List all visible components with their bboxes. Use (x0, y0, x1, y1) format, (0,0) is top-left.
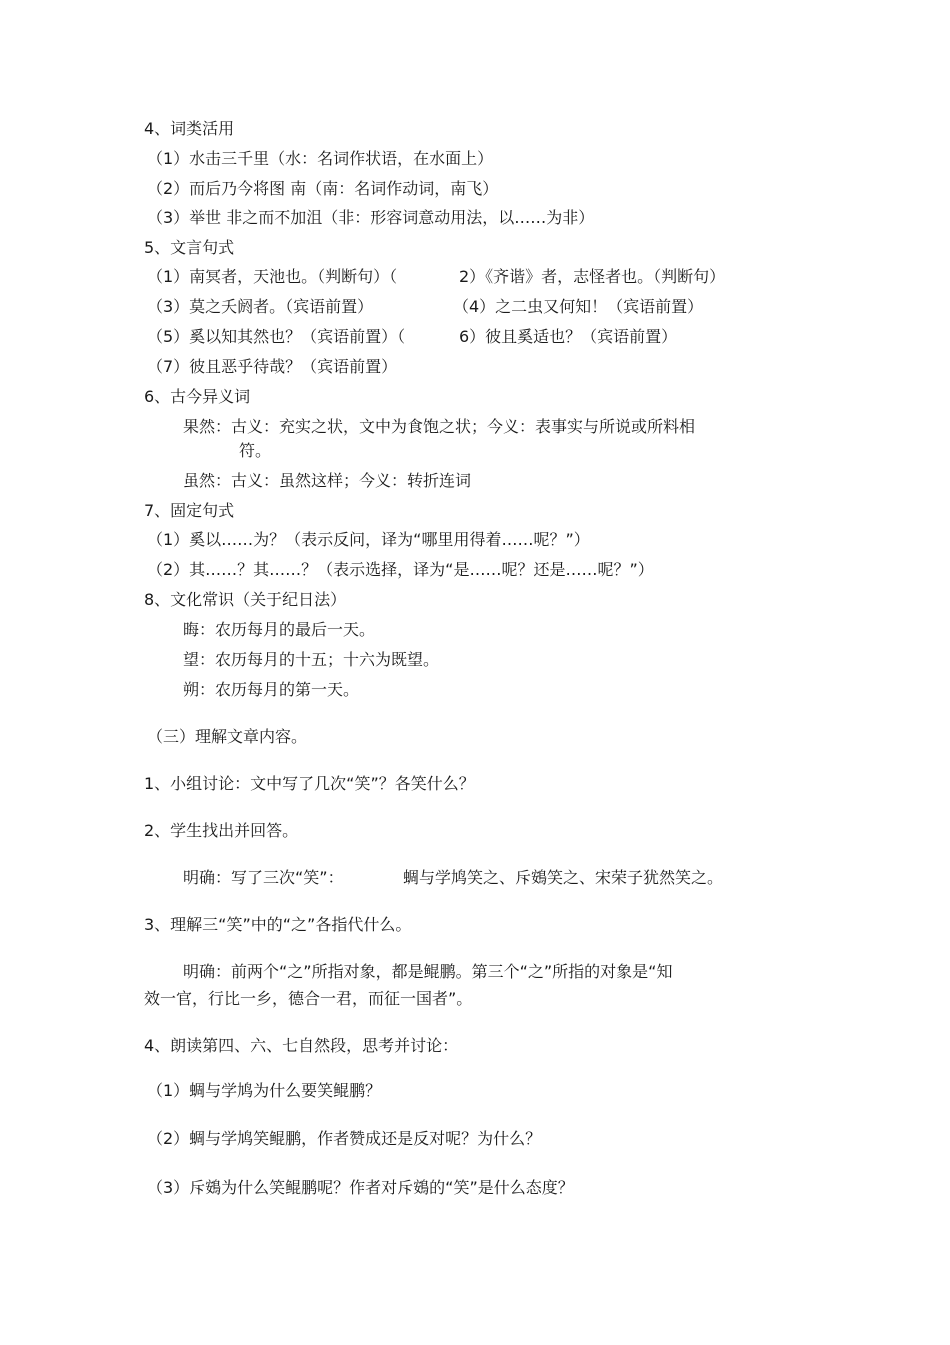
q4-item-3: （3）斥鴳为什么笑鲲鹏呢？作者对斥鴳的“笑”是什么态度？ (147, 1178, 574, 1197)
answer-3-line-1: 明确：前两个“之”所指对象，都是鲲鹏。第三个“之”所指的对象是“知 (183, 962, 673, 981)
question-2: 2、学生找出并回答。 (144, 821, 299, 840)
question-1: 1、小组讨论：文中写了几次“笑”？各笑什么？ (144, 774, 475, 793)
question-4: 4、朗读第四、六、七自然段，思考并讨论： (144, 1036, 459, 1055)
s4-item-2: （2）而后乃今将图 南（南：名词作动词，南飞） (147, 179, 499, 198)
s4-item-1: （1）水击三千里（水：名词作状语，在水面上） (147, 149, 494, 168)
s6-guoran-line-2: 符。 (239, 441, 272, 460)
answer-3-line-2: 效一官，行比一乡，德合一君，而征一国者”。 (144, 989, 473, 1008)
s8-item-hui: 晦：农历每月的最后一天。 (183, 620, 376, 639)
answer-2-label: 明确：写了三次“笑”： (183, 868, 344, 887)
s6-suiran: 虽然：古义：虽然这样；今义：转折连词 (183, 471, 472, 490)
s5-row-2-right: （4）之二虫又何知！（宾语前置） (453, 297, 704, 316)
s8-item-wang: 望：农历每月的十五；十六为既望。 (183, 650, 440, 669)
s5-row-3-right: 6）彼且奚适也？（宾语前置） (459, 327, 678, 346)
s7-item-2: （2）其……？其……？（表示选择，译为“是……呢？还是……呢？”） (147, 560, 654, 579)
question-3: 3、理解三“笑”中的“之”各指代什么。 (144, 915, 412, 934)
section-8-heading: 8、文化常识（关于纪日法） (144, 590, 347, 609)
part-3-heading: （三）理解文章内容。 (147, 727, 308, 746)
section-7-heading: 7、固定句式 (144, 501, 235, 520)
s7-item-1: （1）奚以……为？（表示反问，译为“哪里用得着……呢？”） (147, 530, 590, 549)
s5-row-2-left: （3）莫之夭阏者。（宾语前置） (147, 297, 374, 316)
section-4-heading: 4、词类活用 (144, 119, 235, 138)
section-5-heading: 5、文言句式 (144, 238, 235, 257)
s8-item-shuo: 朔：农历每月的第一天。 (183, 680, 360, 699)
s5-row-1-left: （1）南冥者，天池也。（判断句）（ (147, 267, 398, 286)
answer-2-text: 蜩与学鸠笑之、斥鴳笑之、宋荣子犹然笑之。 (403, 868, 724, 887)
section-6-heading: 6、古今异义词 (144, 387, 251, 406)
s5-row-4-left: （7）彼且恶乎待哉？（宾语前置） (147, 357, 398, 376)
q4-item-1: （1）蜩与学鸠为什么要笑鲲鹏？ (147, 1081, 382, 1100)
s6-guoran-line-1: 果然：古义：充实之状，文中为食饱之状；今义：表事实与所说或所料相 (183, 417, 696, 436)
s5-row-1-right: 2）《齐谐》者，志怪者也。（判断句） (459, 267, 726, 286)
s5-row-3-left: （5）奚以知其然也？（宾语前置）（ (147, 327, 406, 346)
q4-item-2: （2）蜩与学鸠笑鲲鹏，作者赞成还是反对呢？为什么？ (147, 1129, 542, 1148)
s4-item-3: （3）举世 非之而不加沮（非：形容词意动用法，以……为非） (147, 208, 595, 227)
